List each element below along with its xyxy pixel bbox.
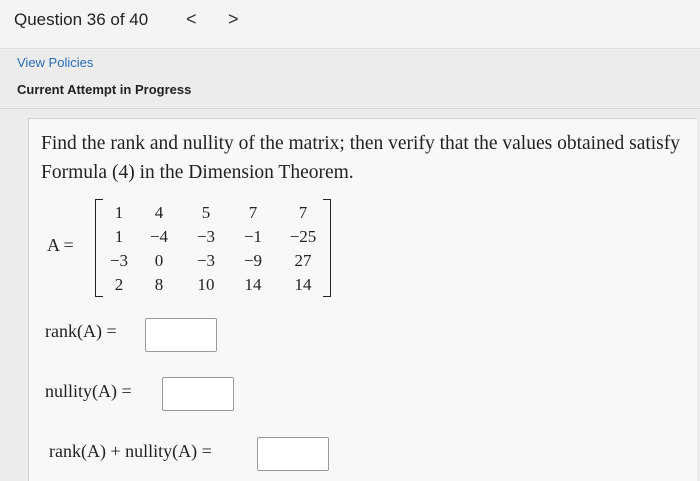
rank-answer-input[interactable] [145,318,217,352]
matrix-cell: 4 [154,203,164,222]
matrix-cell: −25 [289,227,317,246]
matrix-label: A = [47,235,74,255]
view-policies-link[interactable]: View Policies [17,55,94,70]
chevron-right-icon[interactable]: > [228,9,239,29]
matrix-cell: 7 [298,203,308,222]
nullity-answer-input[interactable] [162,377,234,411]
matrix-cell: 27 [294,251,312,270]
matrix-cell: 2 [114,275,124,294]
divider [0,108,700,109]
matrix-cell: 1 [114,203,124,222]
matrix-cell: 5 [201,203,211,222]
matrix-bracket-right [323,199,331,297]
top-bar [0,0,700,49]
chevron-left-icon[interactable]: < [186,9,197,29]
matrix-cell: −4 [149,227,169,246]
matrix-cell: −3 [109,251,129,270]
matrix-a [95,195,331,299]
matrix-cell: 14 [294,275,312,294]
question-card [28,118,697,481]
nullity-label: nullity(A) = [45,381,132,401]
matrix-cell: 14 [244,275,262,294]
matrix-cell: 10 [197,275,215,294]
matrix-cell: −1 [243,227,263,246]
attempt-status: Current Attempt in Progress [17,82,192,97]
sum-label: rank(A) + nullity(A) = [49,441,212,461]
matrix-cell: 7 [248,203,258,222]
question-prompt: Find the rank and nullity of the matrix; then verify that the values obtained satisfy Formula (4) in the Dimension Theorem. [41,133,681,183]
question-counter: Question 36 of 40 [14,10,149,29]
rank-label: rank(A) = [45,321,117,341]
matrix-cell: 0 [154,251,164,270]
matrix-cell: −3 [196,227,216,246]
matrix-cell: −3 [196,251,216,270]
matrix-cell: 8 [154,275,164,294]
matrix-cell: 1 [114,227,124,246]
matrix-cell: −9 [243,251,263,270]
sum-answer-input[interactable] [257,437,329,471]
